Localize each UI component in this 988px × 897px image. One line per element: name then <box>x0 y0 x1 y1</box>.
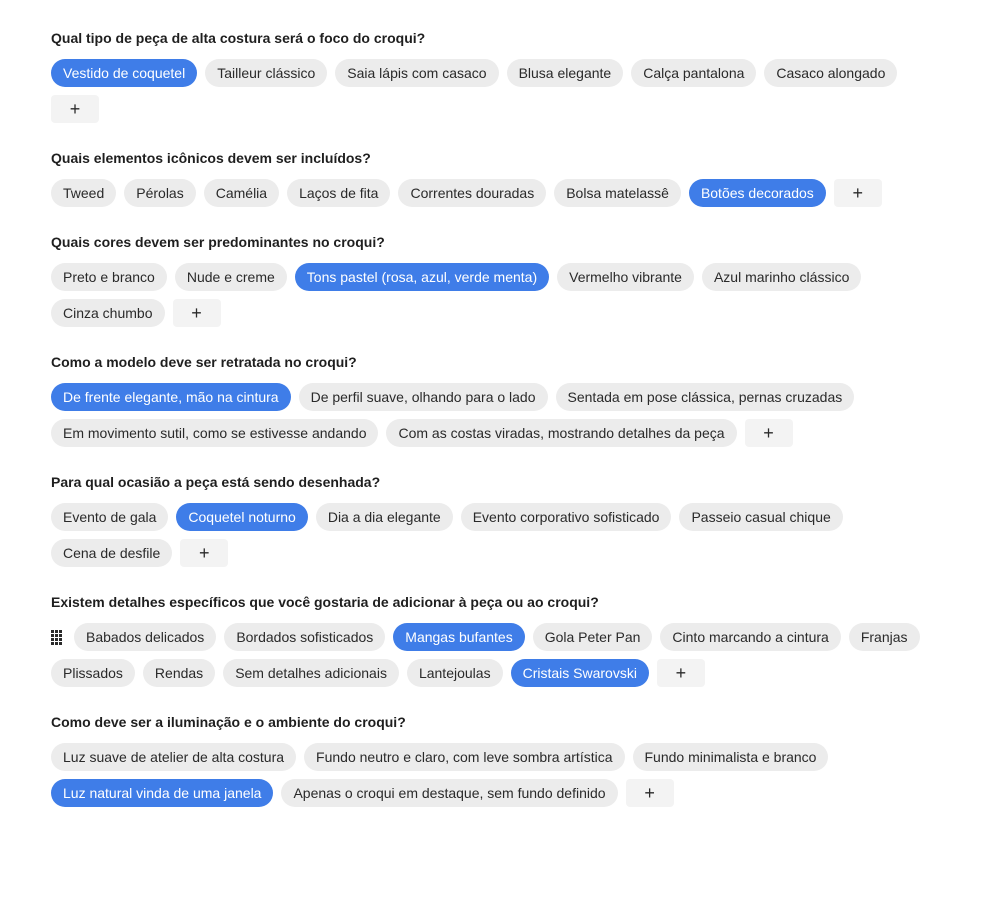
question-title: Qual tipo de peça de alta costura será o foco do croqui? <box>51 30 426 46</box>
question-block <box>51 233 948 327</box>
option-chip-selected[interactable]: Luz natural vinda de uma janela <box>51 779 273 807</box>
option-chip[interactable]: Dia a dia elegante <box>316 503 453 531</box>
add-option-button[interactable]: + <box>626 779 674 807</box>
question-title: Quais cores devem ser predominantes no croqui? <box>51 234 385 250</box>
option-chip-group <box>51 263 946 327</box>
question-block <box>51 353 948 447</box>
option-chip[interactable]: Camélia <box>204 179 279 207</box>
add-option-button[interactable]: + <box>173 299 221 327</box>
option-chip[interactable]: Preto e branco <box>51 263 167 291</box>
option-chip[interactable]: Evento de gala <box>51 503 168 531</box>
add-option-button[interactable]: + <box>834 179 882 207</box>
option-chip[interactable]: Cinto marcando a cintura <box>660 623 840 651</box>
question-title: Como deve ser a iluminação e o ambiente do croqui? <box>51 714 406 730</box>
option-chip[interactable]: Blusa elegante <box>507 59 624 87</box>
question-block <box>51 593 948 687</box>
option-chip[interactable]: Calça pantalona <box>631 59 756 87</box>
option-chip[interactable]: Com as costas viradas, mostrando detalhes da peça <box>386 419 736 447</box>
option-chip-selected[interactable]: Mangas bufantes <box>393 623 524 651</box>
add-option-button[interactable]: + <box>657 659 705 687</box>
option-chip[interactable]: Correntes douradas <box>398 179 546 207</box>
option-chip[interactable]: Laços de fita <box>287 179 390 207</box>
add-option-button[interactable]: + <box>51 95 99 123</box>
option-chip[interactable]: Vermelho vibrante <box>557 263 694 291</box>
option-chip[interactable]: Apenas o croqui em destaque, sem fundo definido <box>281 779 617 807</box>
option-chip[interactable]: Sentada em pose clássica, pernas cruzadas <box>556 383 855 411</box>
option-chip[interactable]: Tailleur clássico <box>205 59 327 87</box>
option-chip[interactable]: Nude e creme <box>175 263 287 291</box>
option-chip[interactable]: Lantejoulas <box>407 659 503 687</box>
question-title: Para qual ocasião a peça está sendo desenhada? <box>51 474 381 490</box>
question-block <box>51 713 948 807</box>
option-chip-selected[interactable]: Coquetel noturno <box>176 503 307 531</box>
option-chip[interactable]: Luz suave de atelier de alta costura <box>51 743 296 771</box>
option-chip[interactable]: Azul marinho clássico <box>702 263 861 291</box>
option-chip-selected[interactable]: De frente elegante, mão na cintura <box>51 383 291 411</box>
option-chip-group <box>51 179 946 207</box>
option-chip[interactable]: Cinza chumbo <box>51 299 165 327</box>
option-chip[interactable]: Em movimento sutil, como se estivesse andando <box>51 419 378 447</box>
question-title: Existem detalhes específicos que você gostaria de adicionar à peça ou ao croqui? <box>51 594 599 610</box>
option-chip[interactable]: Sem detalhes adicionais <box>223 659 399 687</box>
option-chip-selected[interactable]: Cristais Swarovski <box>511 659 649 687</box>
option-chip[interactable]: Bolsa matelassê <box>554 179 681 207</box>
add-option-button[interactable]: + <box>180 539 228 567</box>
question-block <box>51 149 948 207</box>
question-title: Quais elementos icônicos devem ser incluídos? <box>51 150 371 166</box>
question-block <box>51 29 948 123</box>
option-chip-selected[interactable]: Tons pastel (rosa, azul, verde menta) <box>295 263 549 291</box>
add-option-button[interactable]: + <box>745 419 793 447</box>
option-chip[interactable]: Franjas <box>849 623 920 651</box>
option-chip[interactable]: Tweed <box>51 179 116 207</box>
grid-drag-icon[interactable] <box>51 630 64 645</box>
option-chip[interactable]: Passeio casual chique <box>679 503 842 531</box>
question-title: Como a modelo deve ser retratada no croqui? <box>51 354 357 370</box>
option-chip[interactable]: Babados delicados <box>74 623 216 651</box>
option-chip-group <box>51 59 946 123</box>
option-chip[interactable]: Evento corporativo sofisticado <box>461 503 672 531</box>
question-block <box>51 473 948 567</box>
option-chip-selected[interactable]: Botões decorados <box>689 179 826 207</box>
option-chip[interactable]: Pérolas <box>124 179 195 207</box>
option-chip-group <box>51 503 946 567</box>
option-chip[interactable]: Cena de desfile <box>51 539 172 567</box>
option-chip[interactable]: Casaco alongado <box>764 59 897 87</box>
option-chip[interactable]: Saia lápis com casaco <box>335 59 498 87</box>
option-chip[interactable]: De perfil suave, olhando para o lado <box>299 383 548 411</box>
option-chip-group <box>51 743 946 807</box>
option-chip-group <box>51 383 946 447</box>
option-chip-group <box>51 623 946 687</box>
option-chip[interactable]: Rendas <box>143 659 215 687</box>
option-chip[interactable]: Fundo minimalista e branco <box>633 743 829 771</box>
option-chip[interactable]: Plissados <box>51 659 135 687</box>
option-chip[interactable]: Gola Peter Pan <box>533 623 653 651</box>
option-chip[interactable]: Bordados sofisticados <box>224 623 385 651</box>
option-chip-selected[interactable]: Vestido de coquetel <box>51 59 197 87</box>
option-chip[interactable]: Fundo neutro e claro, com leve sombra artística <box>304 743 624 771</box>
